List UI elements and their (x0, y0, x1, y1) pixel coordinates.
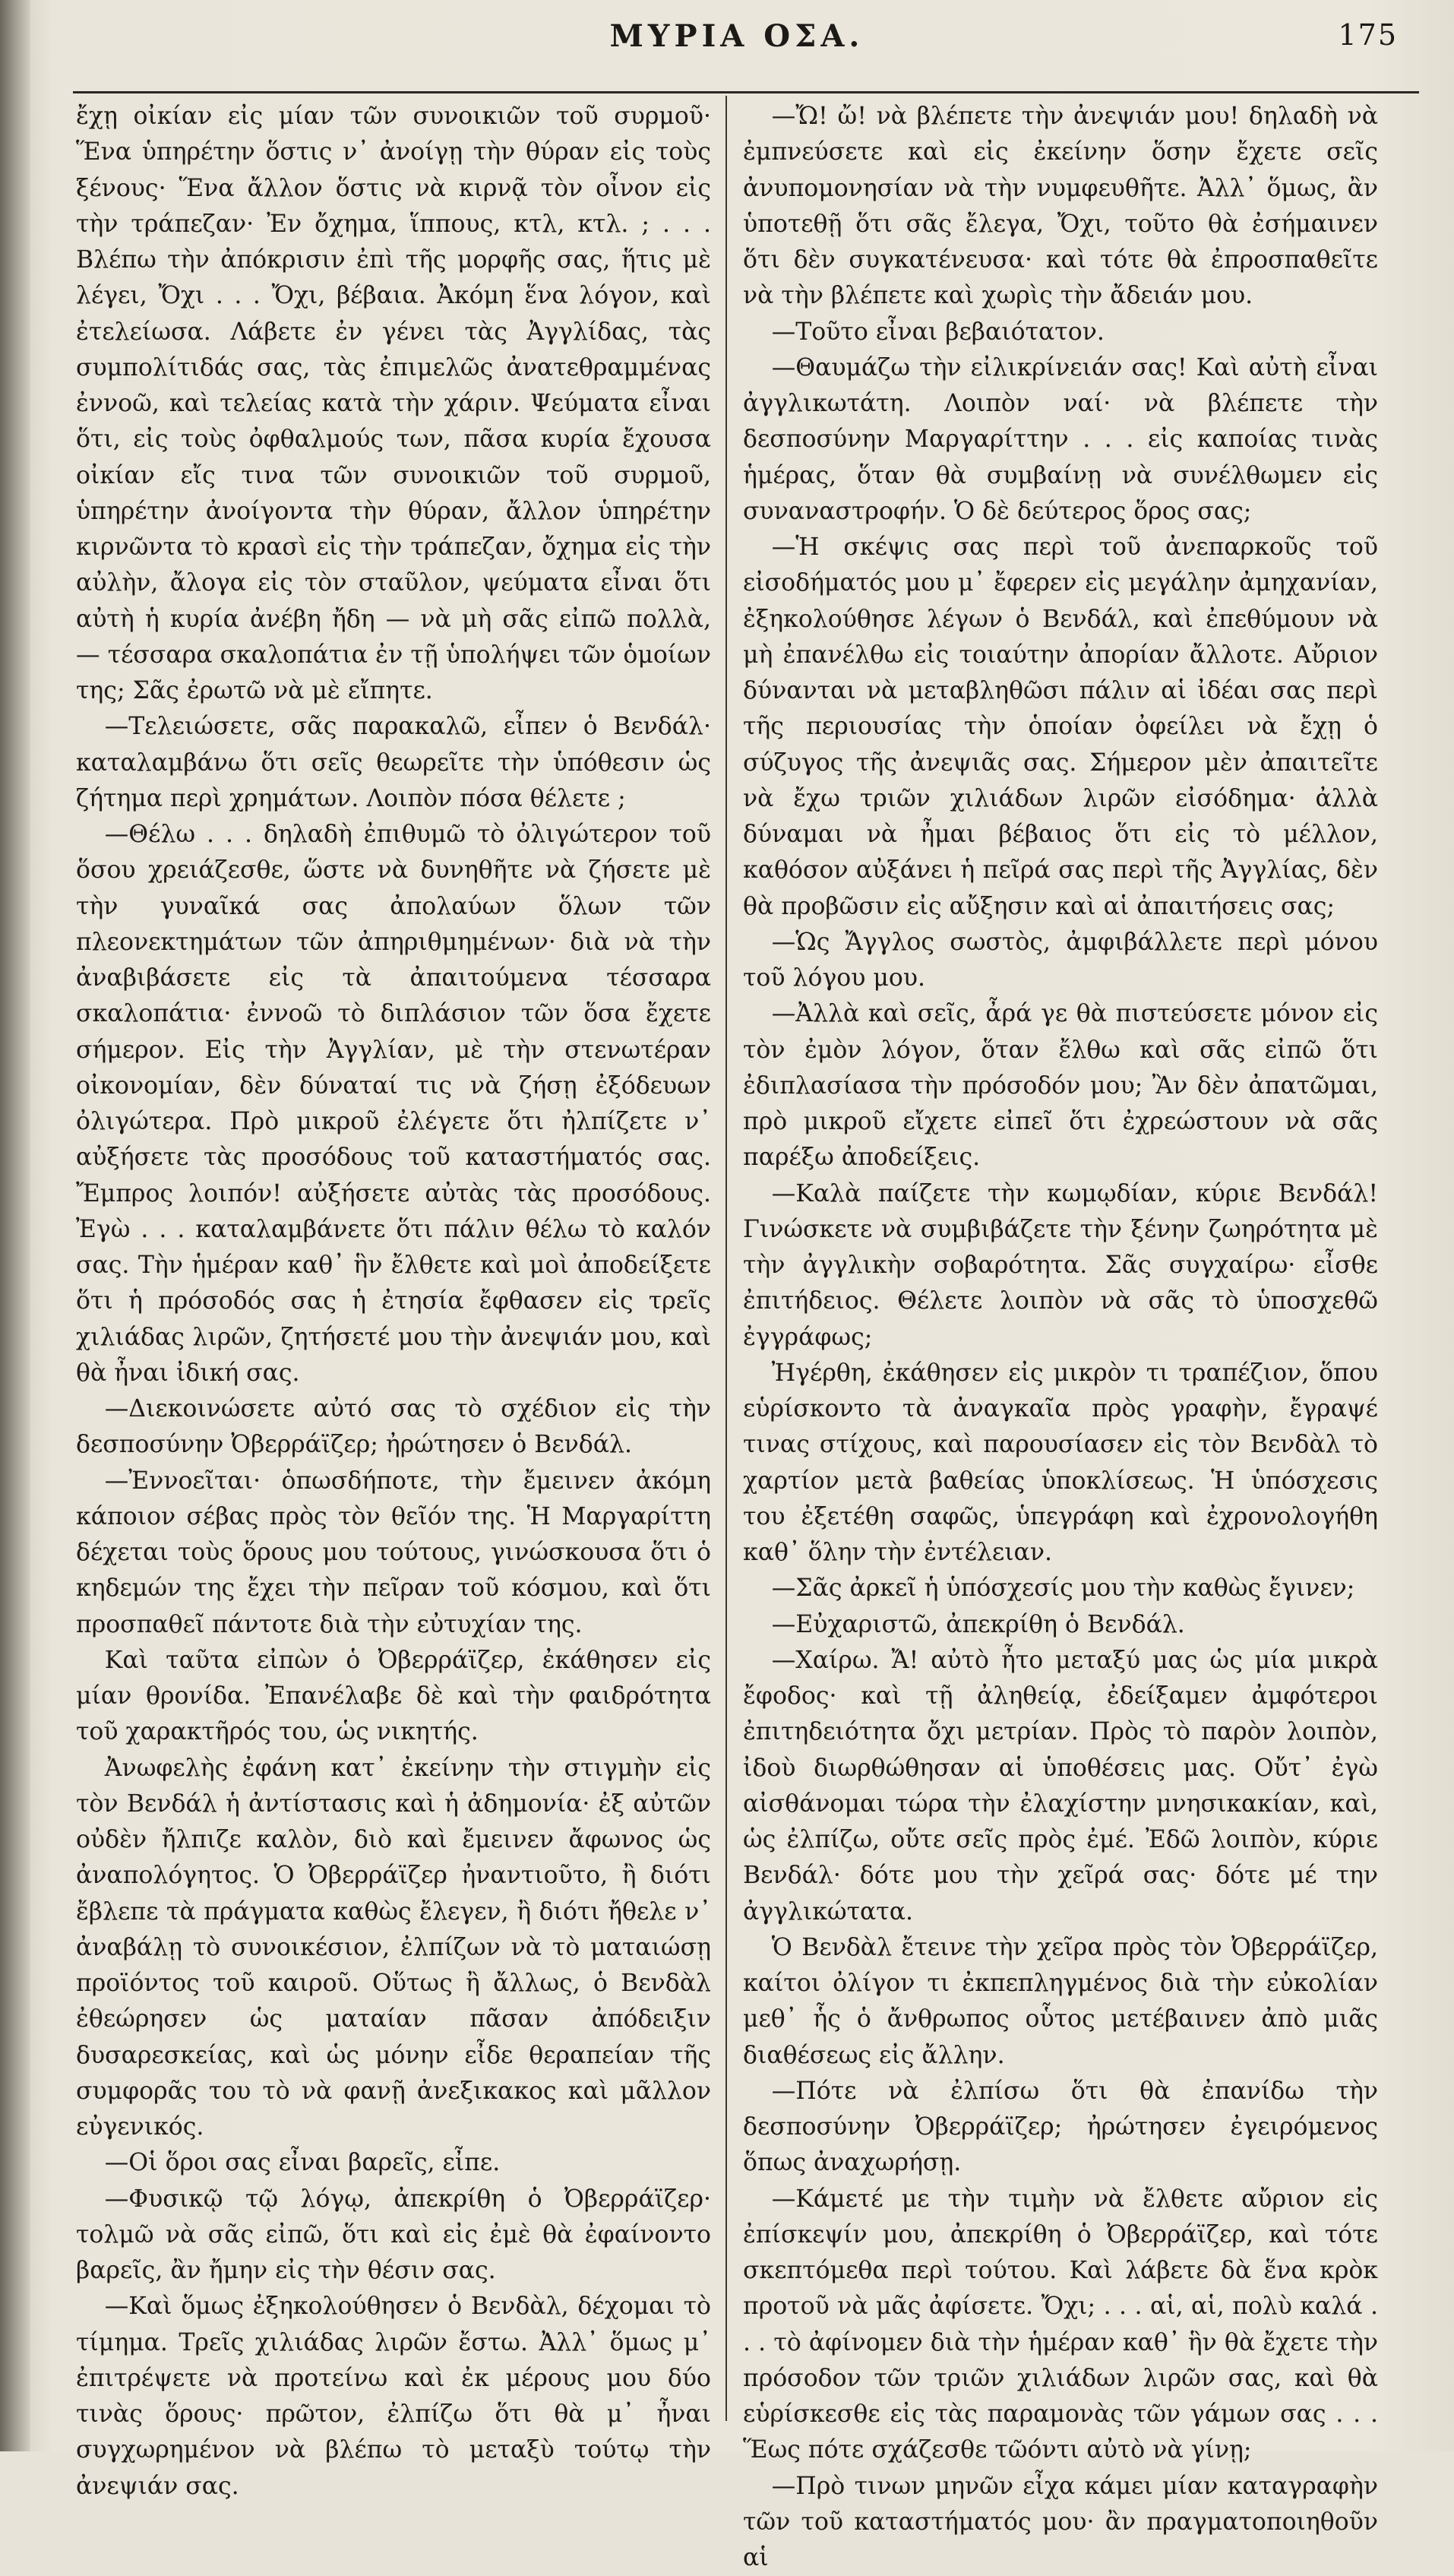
page-number: 175 (1338, 18, 1398, 52)
paragraph: —Ἐννοεῖται· ὁπωσδήποτε, τὴν ἔμεινεν ἀκόμη κάποιον σέβας πρὸς τὸν θεῖόν της. Ἡ Μαργαρίττη δέχεται τοὺς ὅρους μου τούτους, γινώσκουσα ὅτι ὁ κηδεμών της ἔχει τὴν πεῖραν τοῦ κόσμου, καὶ ὅτι προσπαθεῖ πάντοτε διὰ τὴν εὐτυχίαν της. (76, 1464, 711, 1643)
paragraph: —Οἱ ὅροι σας εἶναι βαρεῖς, εἶπε. (76, 2145, 711, 2181)
column-divider (725, 96, 727, 2421)
paragraph: —Ἡ σκέψις σας περὶ τοῦ ἀνεπαρκοῦς τοῦ εἰσοδήματός μου μ᾽ ἔφερεν εἰς μεγάλην ἀμηχανίαν, ἐξηκολούθησε λέγων ὁ Βενδάλ, καὶ ἐπεθύμουν νὰ μὴ ἐπανέλθω εἰς τοιαύτην ἀπορίαν ἄλλοτε. Αὔριον δύνανται νὰ μεταβληθῶσι πάλιν αἱ ἰδέαι σας περὶ τῆς περιουσίας τὴν ὁποίαν ὀφείλει νὰ ἔχῃ ὁ σύζυγος τῆς ἀνεψιᾶς σας. Σήμερον μὲν ἀπαιτεῖτε νὰ ἔχω τριῶν χιλιάδων λιρῶν εἰσόδημα· ἀλλὰ δύναμαι νὰ ἦμαι βέβαιος ὅτι εἰς τὸ μέλλον, καθόσον αὐξάνει ἡ πεῖρά σας περὶ τῆς Ἀγγλίας, δὲν θὰ προβῶσιν εἰς αὔξησιν καὶ αἱ ἀπαιτήσεις σας; (743, 530, 1378, 925)
running-title: ΜΥΡΙΑ ΟΣΑ. (61, 18, 1413, 54)
paragraph: —Ὤ! ὤ! νὰ βλέπετε τὴν ἀνεψιάν μου! δηλαδὴ νὰ ἐμπνεύσετε καὶ εἰς ἐκείνην ὅσην ἔχετε σεῖς ἀνυπομονησίαν νὰ τὴν νυμφευθῆτε. Ἀλλ᾽ ὅμως, ἂν ὑποτεθῇ ὅτι σᾶς ἔλεγα, Ὄχι, τοῦτο θὰ ἐσήμαινεν ὅτι δὲν συγκατένευσα· καὶ τότε θὰ ἐπροσπαθεῖτε νὰ τὴν βλέπετε καὶ χωρὶς τὴν ἄδειάν μου. (743, 99, 1378, 315)
left-column (76, 99, 711, 2505)
paragraph: —Πρὸ τινων μηνῶν εἶχα κάμει μίαν καταγραφὴν τῶν τοῦ καταστήματός μου· ἂν πραγματοποιηθοῦν αἱ (743, 2469, 1378, 2576)
paragraph: Καὶ ταῦτα εἰπὼν ὁ Ὀβερράϊζερ, ἐκάθησεν εἰς μίαν θρονίδα. Ἐπανέλαβε δὲ καὶ τὴν φαιδρότητα τοῦ χαρακτῆρός του, ὡς νικητής. (76, 1643, 711, 1751)
paragraph: Ἀνωφελὴς ἐφάνη κατ᾽ ἐκείνην τὴν στιγμὴν εἰς τὸν Βενδάλ ἡ ἀντίστασις καὶ ἡ ἀδημονία· ἐξ αὐτῶν οὐδὲν ἤλπιζε καλὸν, διὸ καὶ ἔμεινεν ἄφωνος ὡς ἀναπολόγητος. Ὁ Ὀβερράϊζερ ἠναντιοῦτο, ἢ διότι ἔβλεπε τὰ πράγματα καθὼς ἔλεγεν, ἢ διότι ἤθελε ν᾽ ἀναβάλῃ τὸ συνοικέσιον, ἐλπίζων νὰ τὸ ματαιώσῃ προϊόντος τοῦ καιροῦ. Οὕτως ἢ ἄλλως, ὁ Βενδὰλ ἐθεώρησεν ὡς ματαίαν πᾶσαν ἀπόδειξιν δυσαρεσκείας, καὶ ὡς μόνην εἶδε θεραπείαν τῆς συμφορᾶς του τὸ νὰ φανῇ ἀνεξικακος καὶ μᾶλλον εὐγενικός. (76, 1751, 711, 2146)
paragraph: —Τελειώσετε, σᾶς παρακαλῶ, εἶπεν ὁ Βενδάλ· καταλαμβάνω ὅτι σεῖς θεωρεῖτε τὴν ὑπόθεσιν ὡς ζήτημα περὶ χρημάτων. Λοιπὸν πόσα θέλετε ; (76, 709, 711, 817)
paragraph: —Τοῦτο εἶναι βεβαιότατον. (743, 315, 1378, 350)
paragraph: —Κάμετέ με τὴν τιμὴν νὰ ἔλθετε αὔριον εἰς ἐπίσκεψίν μου, ἀπεκρίθη ὁ Ὀβερράϊζερ, καὶ τότε σκεπτόμεθα περὶ τούτου. Καὶ λάβετε δὰ ἕνα κρὸκ προτοῦ νὰ μᾶς ἀφίσετε. Ὄχι; . . . αἱ, αἱ, πολὺ καλά . . . τὸ ἀφίνομεν διὰ τὴν ἡμέραν καθ᾽ ἣν θὰ ἔχετε τὴν πρόσοδον τῶν τριῶν χιλιάδων λιρῶν σας, καὶ θὰ εὑρίσκεσθε εἰς τὰς παραμονὰς τῶν γάμων σας . . . Ἕως πότε σχάζεσθε τῶόντι αὐτὸ νὰ γίνῃ; (743, 2182, 1378, 2469)
paragraph: —Θαυμάζω τὴν εἰλικρίνειάν σας! Καὶ αὐτὴ εἶναι ἀγγλικωτάτη. Λοιπὸν ναί· νὰ βλέπετε τὴν δεσποσύνην Μαργαρίττην . . . εἰς καποίας τινὰς ἡμέρας, ὅταν θὰ συμβαίνῃ νὰ συνέλθωμεν εἰς συναναστροφήν. Ὁ δὲ δεύτερος ὅρος σας; (743, 350, 1378, 530)
paragraph: —Φυσικῷ τῷ λόγῳ, ἀπεκρίθη ὁ Ὀβερράϊζερ· τολμῶ νὰ σᾶς εἰπῶ, ὅτι καὶ εἰς ἐμὲ θὰ ἐφαίνοντο βαρεῖς, ἂν ἤμην εἰς τὴν θέσιν σας. (76, 2182, 711, 2290)
paragraph: —Σᾶς ἀρκεῖ ἡ ὑπόσχεσίς μου τὴν καθὼς ἔγινεν; (743, 1571, 1378, 1606)
paragraph: Ὁ Βενδὰλ ἔτεινε τὴν χεῖρα πρὸς τὸν Ὀβερράϊζερ, καίτοι ὀλίγον τι ἐκπεπληγμένος διὰ τὴν εὐκολίαν μεθ᾽ ἧς ὁ ἄνθρωπος οὗτος μετέβαινεν ἀπὸ μιᾶς διαθέσεως εἰς ἄλλην. (743, 1930, 1378, 2074)
paragraph: Ἠγέρθη, ἐκάθησεν εἰς μικρὸν τι τραπέζιον, ὅπου εὑρίσκοντο τὰ ἀναγκαῖα πρὸς γραφὴν, ἔγραψέ τινας στίχους, καὶ παρουσίασεν εἰς τὸν Βενδὰλ τὸ χαρτίον μετὰ βαθείας ὑποκλίσεως. Ἡ ὑπόσχεσις του ἐξετέθη σαφῶς, ὑπεγράφη καὶ ἐχρονολογήθη καθ᾽ ὅλην τὴν ἐντέλειαν. (743, 1356, 1378, 1571)
paragraph: —Χαίρω. Ἄ! αὐτὸ ἦτο μεταξύ μας ὡς μία μικρὰ ἔφοδος· καὶ τῇ ἀληθείᾳ, ἐδείξαμεν ἀμφότεροι ἐπιτηδειότητα ὄχι μετρίαν. Πρὸς τὸ παρὸν λοιπὸν, ἰδοὺ διωρθώθησαν αἱ ὑποθέσεις μας. Οὔτ᾽ ἐγὼ αἰσθάνομαι τώρα τὴν ἐλαχίστην μνησικακίαν, καὶ, ὡς ἐλπίζω, οὔτε σεῖς πρὸς ἐμέ. Ἐδῶ λοιπὸν, κύριε Βενδάλ· δότε μου τὴν χεῖρά σας· δότε μέ την ἀγγλικώτατα. (743, 1643, 1378, 1930)
paragraph: —Πότε νὰ ἐλπίσω ὅτι θὰ ἐπανίδω τὴν δεσποσύνην Ὀβερράϊζερ; ἠρώτησεν ἐγειρόμενος ὅπως ἀναχωρήσῃ. (743, 2074, 1378, 2182)
paragraph: —Καὶ ὅμως ἐξηκολούθησεν ὁ Βενδὰλ, δέχομαι τὸ τίμημα. Τρεῖς χιλιάδας λιρῶν ἔστω. Ἀλλ᾽ ὅμως μ᾽ ἐπιτρέψετε νὰ προτείνω καὶ ἐκ μέρους μου δύο τινὰς ὅρους· πρῶτον, ἐλπίζω ὅτι θὰ μ᾽ ἦναι συγχωρημένον νὰ βλέπω τὸ μεταξὺ τούτῳ τὴν ἀνεψιάν σας. (76, 2289, 711, 2505)
paragraph: ἔχῃ οἰκίαν εἰς μίαν τῶν συνοικιῶν τοῦ συρμοῦ· Ἕνα ὑπηρέτην ὅστις ν᾽ ἀνοίγῃ τὴν θύραν εἰς τοὺς ξένους· Ἕνα ἄλλον ὅστις νὰ κιρνᾷ τὸν οἶνον εἰς τὴν τράπεζαν· Ἐν ὄχημα, ἵππους, κτλ, κτλ. ; . . . Βλέπω τὴν ἀπόκρισιν ἐπὶ τῆς μορφῆς σας, ἥτις μὲ λέγει, Ὄχι . . . Ὄχι, βέβαια. Ἀκόμη ἕνα λόγον, καὶ ἐτελείωσα. Λάβετε ἐν γένει τὰς Ἀγγλίδας, τὰς συμπολίτιδάς σας, τὰς ἐπιμελῶς ἀνατεθραμμένας ἐννοῶ, καὶ τελείας κατὰ τὴν χάριν. Ψεύματα εἶναι ὅτι, εἰς τοὺς ὀφθαλμούς των, πᾶσα κυρία ἔχουσα οἰκίαν εἴς τινα τῶν συνοικιῶν τοῦ συρμοῦ, ὑπηρέτην ἀνοίγοντα τὴν θύραν, ἄλλον ὑπηρέτην κιρνῶντα τὸ κρασὶ εἰς τὴν τράπεζαν, ὄχημα εἰς τὴν αὐλὴν, ἄλογα εἰς τὸν σταῦλον, ψεύματα εἶναι ὅτι αὐτὴ ἡ κυρία ἀνέβη ἤδη — νὰ μὴ σᾶς εἰπῶ πολλὰ, — τέσσαρα σκαλοπάτια ἐν τῇ ὑπολήψει τῶν ὁμοίων της; Σᾶς ἐρωτῶ νὰ μὲ εἴπητε. (76, 99, 711, 709)
paragraph: —Καλὰ παίζετε τὴν κωμῳδίαν, κύριε Βενδάλ! Γινώσκετε νὰ συμβιβάζετε τὴν ξένην ζωηρότητα μὲ τὴν ἀγγλικὴν σοβαρότητα. Σᾶς συγχαίρω· εἶσθε ἐπιτήδειος. Θέλετε λοιπὸν νὰ σᾶς τὸ ὑποσχεθῶ ἐγγράφως; (743, 1176, 1378, 1356)
paragraph: —Θέλω . . . δηλαδὴ ἐπιθυμῶ τὸ ὀλιγώτερον τοῦ ὅσου χρειάζεσθε, ὥστε νὰ δυνηθῆτε νὰ ζήσετε μὲ τὴν γυναῖκά σας ἀπολαύων ὅλων τῶν πλεονεκτημάτων τῶν ἀπηριθμημένων· διὰ νὰ τὴν ἀναβιβάσετε εἰς τὰ ἀπαιτούμενα τέσσαρα σκαλοπάτια· ἐννοῶ τὸ διπλάσιον τῶν ὅσα ἔχετε σήμερον. Εἰς τὴν Ἀγγλίαν, μὲ τὴν στενωτέραν οἰκονομίαν, δὲν δύναταί τις νὰ ζήσῃ ἐξόδευων ὀλιγώτερα. Πρὸ μικροῦ ἐλέγετε ὅτι ἠλπίζετε ν᾽ αὐξήσετε τὰς προσόδους τοῦ καταστήματός σας. Ἔμπρος λοιπόν! αὐξήσετε αὐτὰς τὰς προσόδους. Ἐγὼ . . . καταλαμβάνετε ὅτι πάλιν θέλω τὸ καλόν σας. Τὴν ἡμέραν καθ᾽ ἣν ἔλθετε καὶ μοὶ ἀποδείξετε ὅτι ἡ πρόσοδός σας ἡ ἐτησία ἔφθασεν εἰς τρεῖς χιλιάδας λιρῶν, ζητήσετέ μου τὴν ἀνεψιάν μου, καὶ θὰ ἦναι ἰδική σας. (76, 817, 711, 1391)
header-rule (73, 91, 1419, 93)
page-header (61, 14, 1413, 62)
binding-shadow (0, 0, 30, 2451)
paragraph: —Διεκοινώσετε αὐτό σας τὸ σχέδιον εἰς τὴν δεσποσύνην Ὀβερράϊζερ; ἠρώτησεν ὁ Βενδάλ. (76, 1391, 711, 1464)
right-column (743, 99, 1378, 2576)
paragraph: —Εὐχαριστῶ, ἀπεκρίθη ὁ Βενδάλ. (743, 1607, 1378, 1643)
paragraph: —Ὡς Ἄγγλος σωστὸς, ἀμφιβάλλετε περὶ μόνου τοῦ λόγου μου. (743, 925, 1378, 997)
paragraph: —Ἀλλὰ καὶ σεῖς, ἆρά γε θὰ πιστεύσετε μόνον εἰς τὸν ἐμὸν λόγον, ὅταν ἔλθω καὶ σᾶς εἰπῶ ὅτι ἐδιπλασίασα τὴν πρόσοδόν μου; Ἂν δὲν ἀπατῶμαι, πρὸ μικροῦ εἴχετε εἰπεῖ ὅτι ἐχρεώστουν νὰ σᾶς παρέξω ἀποδείξεις. (743, 996, 1378, 1176)
